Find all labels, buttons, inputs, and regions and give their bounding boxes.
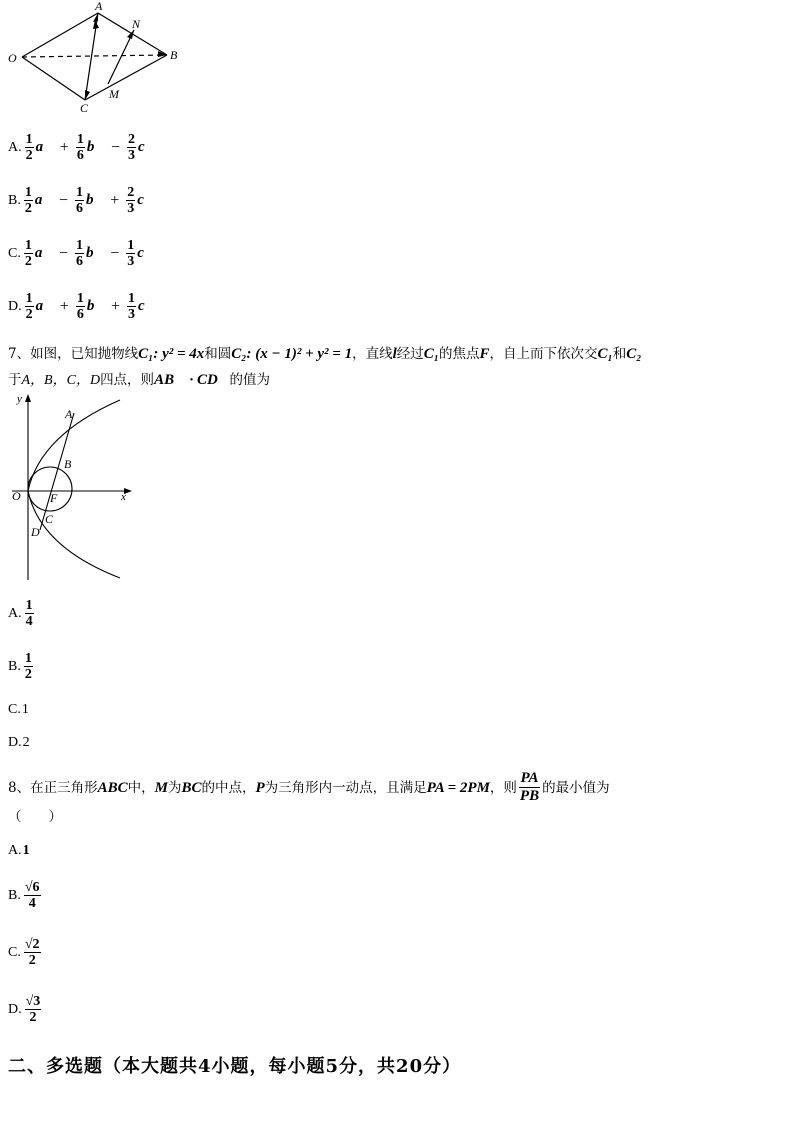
fraction-numerator: √6 — [24, 880, 40, 895]
label-o: O — [12, 489, 21, 503]
option-label: C. — [8, 944, 21, 960]
fraction — [126, 185, 135, 216]
option-q6-a — [8, 132, 156, 163]
option-label: C. — [8, 245, 21, 261]
fraction-numerator: 1 — [24, 651, 32, 666]
fraction — [24, 185, 33, 216]
fraction-numerator: 1 — [76, 185, 84, 200]
option-q7-d — [8, 735, 30, 751]
fraction-numerator: 1 — [76, 132, 84, 147]
label-c: C — [45, 512, 54, 526]
fraction — [126, 238, 135, 269]
option-label: D. — [8, 298, 22, 314]
operator: − — [59, 191, 69, 209]
vector: b⃗ — [86, 298, 106, 314]
fraction-numerator: √2 — [24, 937, 40, 952]
q8-text: 的中点， — [201, 779, 256, 796]
option-value: 1 — [22, 843, 30, 858]
fraction-numerator: 1 — [25, 598, 33, 613]
fraction — [24, 937, 41, 968]
operator: − — [59, 244, 69, 262]
q7-text: 四点，则 — [100, 372, 155, 388]
operator: + — [111, 297, 121, 315]
fraction-denominator: 2 — [24, 254, 32, 269]
label-o: O — [8, 51, 17, 65]
q7-math: AB⃗ · CD⃗ — [154, 372, 230, 388]
q7-text: 的焦点 — [439, 346, 480, 362]
option-value: 1 — [21, 702, 29, 717]
vector: a⃗ — [34, 245, 55, 261]
vector: c⃗ — [137, 245, 156, 261]
fraction — [24, 880, 41, 911]
fraction-denominator: 3 — [127, 201, 135, 216]
q8-math: P — [255, 779, 265, 796]
operator: − — [111, 138, 121, 156]
vector: a⃗ — [35, 298, 55, 314]
fraction-numerator: 1 — [127, 238, 135, 253]
label-n: N — [132, 17, 141, 31]
fraction — [127, 132, 136, 163]
fraction-numerator: 2 — [127, 185, 135, 200]
fraction — [76, 132, 85, 163]
fraction-denominator: 2 — [25, 307, 33, 322]
label-a: A — [65, 407, 73, 421]
q8-math: BC — [181, 779, 202, 796]
fraction-denominator: 2 — [24, 667, 32, 682]
label-a: A — [95, 0, 103, 13]
operator: − — [110, 244, 120, 262]
option-q7-a — [8, 598, 36, 629]
q7-text: 和圆 — [204, 346, 232, 362]
q8-text: 为 — [167, 779, 182, 796]
fraction-denominator: 6 — [76, 307, 84, 322]
option-q8-c — [8, 937, 43, 968]
vector: c⃗ — [138, 298, 157, 314]
q7-math: C₁ — [597, 346, 613, 362]
q7-text: 和 — [612, 346, 627, 362]
parabola-figure — [0, 390, 140, 585]
q8-text: ，则 — [489, 779, 517, 796]
option-label: B. — [8, 658, 21, 674]
vector: c⃗ — [137, 192, 156, 208]
q8-math: ABC — [97, 779, 128, 796]
fraction-denominator: 2 — [24, 201, 32, 216]
fraction-numerator: PA — [520, 770, 539, 786]
label-b: B — [64, 457, 72, 471]
q7-text: 于 — [8, 372, 22, 388]
q8-math: M — [154, 779, 168, 796]
q7-text: ，自上而下依次交 — [489, 346, 598, 362]
option-label: B. — [8, 192, 21, 208]
q8-text: 8、在正三角形 — [8, 779, 98, 796]
fraction — [24, 651, 33, 682]
q8-text: 中， — [127, 779, 155, 796]
fraction-denominator: PB — [519, 788, 540, 804]
fraction-denominator: 4 — [25, 614, 33, 629]
vector: a⃗ — [34, 192, 55, 208]
fraction-numerator: 1 — [25, 132, 33, 147]
fraction-denominator: 4 — [28, 896, 36, 911]
q7-math: C₁ — [423, 346, 439, 362]
fraction-numerator: 1 — [24, 238, 32, 253]
option-q8-a — [8, 843, 30, 859]
fraction-numerator: 1 — [25, 291, 33, 306]
q7-math: F — [479, 346, 490, 362]
option-label: D. — [8, 735, 22, 750]
q8-math: PA = 2PM — [426, 779, 490, 796]
option-q6-b — [8, 185, 156, 216]
fraction-denominator: 2 — [25, 148, 33, 163]
fraction-numerator: 1 — [76, 291, 84, 306]
option-label: A. — [8, 139, 22, 155]
fraction-denominator: 6 — [76, 148, 84, 163]
fraction-denominator: 6 — [76, 254, 84, 269]
answer-paren: （ ） — [8, 809, 62, 825]
fraction-numerator: √3 — [25, 994, 41, 1009]
fraction-denominator: 3 — [128, 148, 136, 163]
label-m: M — [109, 87, 119, 101]
vector: a⃗ — [35, 139, 55, 155]
label-b: B — [170, 48, 178, 62]
vector: b⃗ — [86, 139, 106, 155]
option-label: C. — [8, 702, 21, 717]
option-q6-d — [8, 291, 156, 322]
q8-text: 的最小值为 — [542, 779, 610, 796]
fraction — [25, 598, 34, 629]
fraction-denominator: 2 — [28, 953, 36, 968]
option-value: 2 — [22, 735, 30, 750]
fraction-numerator: 1 — [76, 238, 84, 253]
operator: + — [59, 297, 69, 315]
fraction — [75, 185, 84, 216]
question-7-line1 — [8, 343, 788, 365]
option-q7-b — [8, 651, 35, 682]
fraction — [76, 291, 85, 322]
fraction-numerator: 1 — [128, 291, 136, 306]
option-label: A. — [8, 843, 22, 858]
option-q7-c — [8, 702, 29, 718]
q7-text: ，直线 — [352, 346, 393, 362]
fraction — [75, 238, 84, 269]
section-title: 二、多选题（本大题共4小题，每小题5分，共20分） — [8, 1056, 462, 1077]
q7-math: C₂ — [626, 346, 642, 362]
vector: b⃗ — [86, 192, 106, 208]
option-q8-d — [8, 994, 43, 1025]
fraction-numerator: 1 — [24, 185, 32, 200]
q7-text: 的值为 — [229, 372, 270, 388]
fraction-numerator: 2 — [128, 132, 136, 147]
vector-figure — [0, 0, 200, 120]
operator: + — [59, 138, 69, 156]
q7-math: C₂: (x − 1)² + y² = 1 — [231, 346, 353, 362]
q8-text: 为三角形内一动点，且满足 — [264, 779, 427, 796]
option-label: D. — [8, 1001, 22, 1017]
option-q6-c — [8, 238, 156, 269]
vector: b⃗ — [86, 245, 106, 261]
fraction-denominator: 3 — [127, 254, 135, 269]
q7-text: 7、如图，已知抛物线 — [8, 346, 139, 362]
vector: c⃗ — [138, 139, 157, 155]
q7-points: A，B，C，D — [21, 373, 101, 388]
q7-math: l — [392, 346, 397, 362]
fraction-denominator: 3 — [128, 307, 136, 322]
label-f: F — [50, 491, 58, 505]
operator: + — [110, 191, 120, 209]
option-q8-b — [8, 880, 43, 911]
fraction — [24, 238, 33, 269]
q7-text: 经过 — [396, 346, 424, 362]
question-8-line1 — [8, 770, 788, 805]
fraction — [25, 132, 34, 163]
label-d: D — [31, 525, 40, 539]
label-y: y — [17, 393, 22, 405]
label-c: C — [80, 101, 89, 115]
fraction — [25, 291, 34, 322]
q8-fraction — [519, 770, 540, 805]
fraction-denominator: 6 — [76, 201, 84, 216]
option-label: A. — [8, 605, 22, 621]
fraction-denominator: 2 — [29, 1010, 37, 1025]
fraction — [25, 994, 42, 1025]
option-label: B. — [8, 887, 21, 903]
question-8-line2 — [8, 806, 788, 828]
label-x: x — [121, 491, 126, 503]
fraction — [127, 291, 136, 322]
q7-math: C₁: y² = 4x — [138, 346, 205, 362]
question-7-line2 — [8, 369, 788, 392]
